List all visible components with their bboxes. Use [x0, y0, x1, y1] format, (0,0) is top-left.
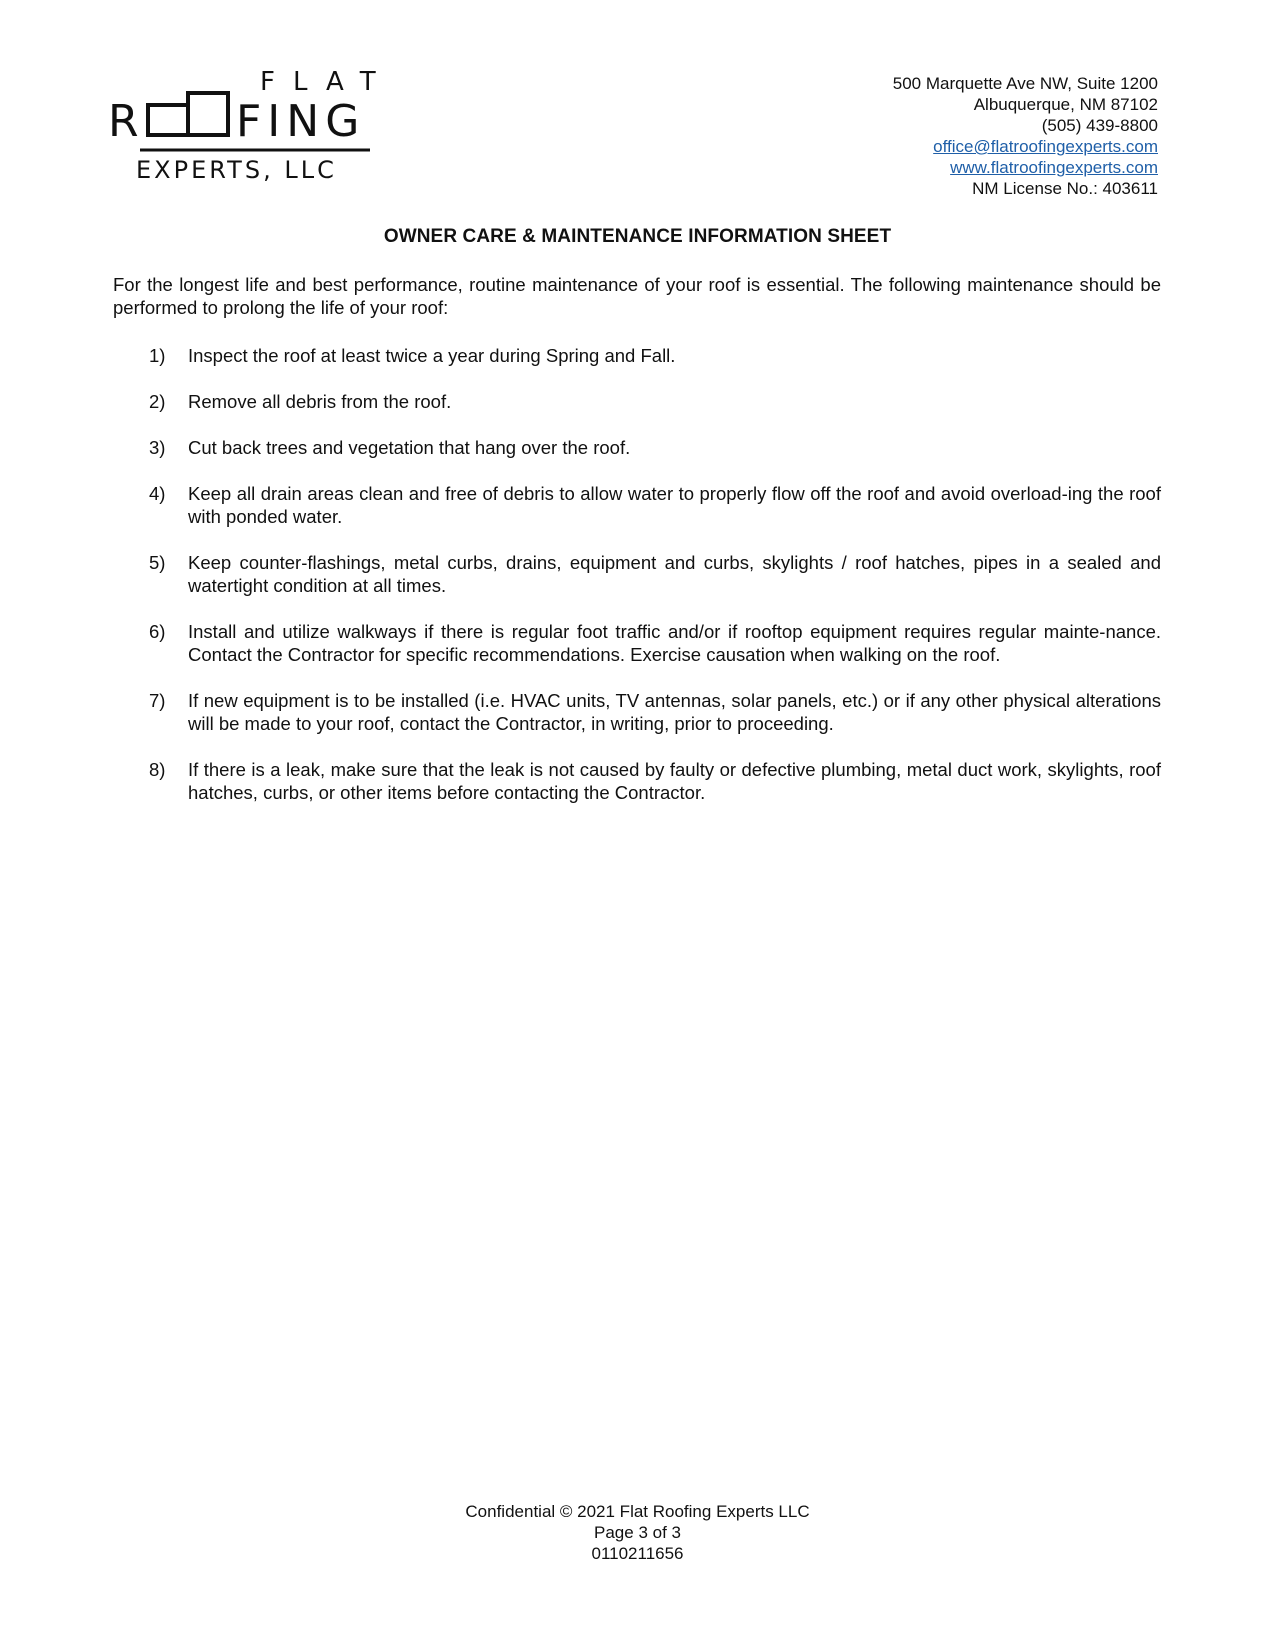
list-item [113, 344, 1161, 367]
list-item [113, 689, 1161, 735]
item-text: If there is a leak, make sure that the leak is not caused by faulty or defective plumbing, metal duct work, skylights, roof hatches, curbs, or other items before contacting the Contractor. [188, 759, 1161, 803]
item-number: 8) [149, 759, 166, 780]
logo-graphic [108, 66, 408, 186]
item-text: If new equipment is to be installed (i.e. HVAC units, TV antennas, solar panels, etc.) or if any other physical alterations will be made to your roof, contact the Contractor, in writing, prior to proceeding. [188, 690, 1161, 734]
item-text: Keep all drain areas clean and free of debris to allow water to properly flow off the roof and avoid overload-ing the roof with ponded water. [188, 483, 1161, 527]
email-link[interactable]: office@flatroofingexperts.com [933, 137, 1158, 156]
phone-line: (505) 439-8800 [1041, 116, 1158, 135]
footer-page-number: Page 3 of 3 [594, 1523, 681, 1542]
item-number: 3) [149, 437, 166, 458]
list-item [113, 436, 1161, 459]
item-number: 1) [149, 345, 166, 366]
item-text: Cut back trees and vegetation that hang over the roof. [188, 437, 631, 458]
item-number: 7) [149, 690, 166, 711]
list-item [113, 551, 1161, 597]
logo-line-r: R [108, 96, 139, 147]
item-number: 2) [149, 391, 166, 412]
page-footer [0, 1501, 1275, 1564]
logo-box-o-left [148, 105, 188, 135]
address-line: 500 Marquette Ave NW, Suite 1200 [892, 74, 1158, 93]
page-title: OWNER CARE & MAINTENANCE INFORMATION SHEET [383, 226, 892, 247]
city-line: Albuquerque, NM 87102 [973, 95, 1158, 114]
item-number: 4) [149, 483, 166, 504]
footer-confidential: Confidential © 2021 Flat Roofing Experts LLC [465, 1502, 810, 1521]
item-text: Install and utilize walkways if there is regular foot traffic and/or if rooftop equipment requires regular mainte-nance. Contact the Contractor for specific recommendations. Exercise causation when walking on the roof. [188, 621, 1161, 665]
item-text: Keep counter-flashings, metal curbs, drains, equipment and curbs, skylights / roof hatches, pipes in a sealed and watertight condition at all times. [188, 552, 1161, 596]
item-number: 5) [149, 552, 166, 573]
company-logo [108, 66, 408, 186]
logo-line-flat: FLAT [260, 67, 394, 97]
website-link[interactable]: www.flatroofingexperts.com [950, 158, 1158, 177]
logo-line-fing: FING [236, 96, 366, 147]
item-number: 6) [149, 621, 166, 642]
logo-line-experts: EXPERTS, LLC [136, 156, 337, 184]
item-text: Inspect the roof at least twice a year during Spring and Fall. [188, 345, 676, 366]
footer-doc-id: 0110211656 [591, 1544, 684, 1563]
maintenance-list [113, 344, 1161, 827]
list-item [113, 758, 1161, 804]
logo-box-o-right [188, 93, 228, 135]
item-text: Remove all debris from the roof. [188, 391, 452, 412]
intro-paragraph: For the longest life and best performance, routine maintenance of your roof is essential. The following maintenance should be performed to prolong the life of your roof: [113, 274, 1161, 318]
license-line: NM License No.: 403611 [972, 179, 1158, 198]
list-item [113, 482, 1161, 528]
list-item [113, 620, 1161, 666]
contact-block [638, 73, 1158, 199]
list-item [113, 390, 1161, 413]
